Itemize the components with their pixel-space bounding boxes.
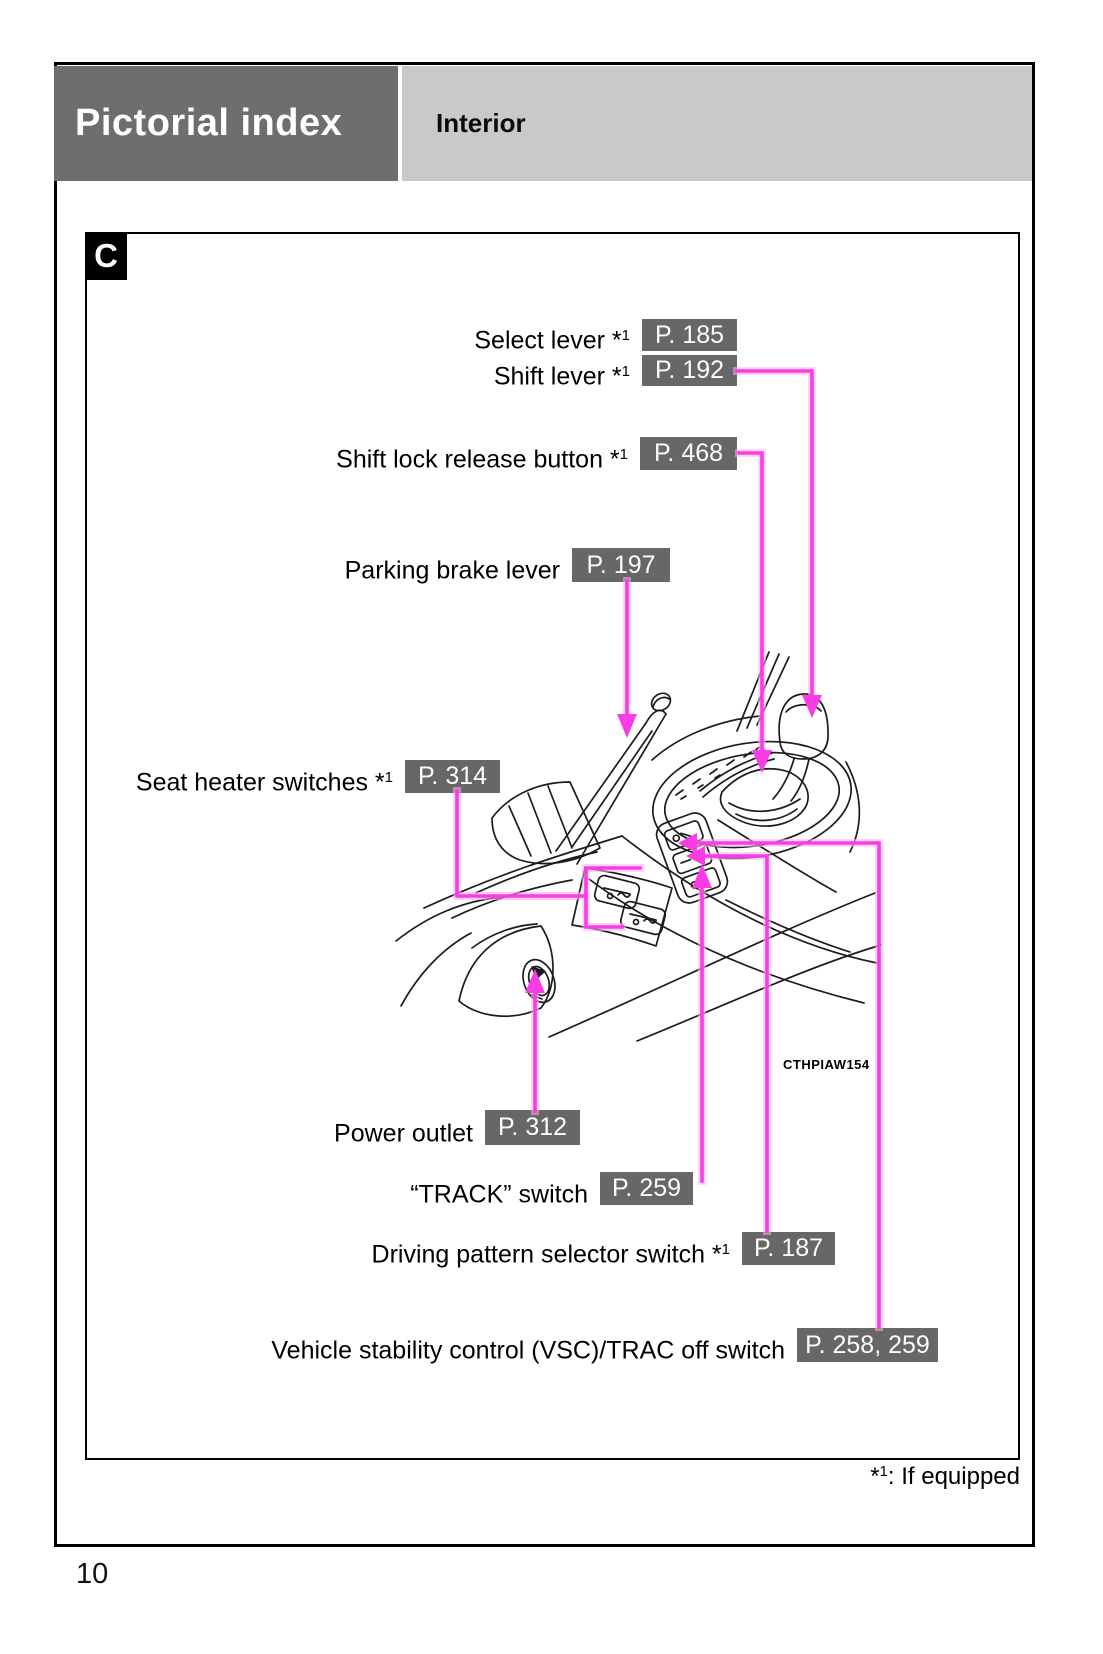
page-ref-badge: P. 258, 259 [797, 1328, 938, 1362]
footnote: *$^1$: If equipped [870, 1463, 1020, 1490]
page-subtitle: Interior [436, 108, 526, 138]
section-header [54, 66, 398, 181]
callout-label: Vehicle stability control (VSC)/TRAC off switch [271, 1336, 785, 1365]
callout-label: Select lever *$^1$ [474, 326, 630, 355]
panel-marker: C [85, 232, 127, 280]
callout-label: Shift lock release button *$^1$ [336, 445, 628, 474]
page-ref-badge: P. 197 [572, 548, 670, 582]
subsection-header [402, 66, 1032, 181]
figure-code: CTHPIAW154 [783, 1057, 870, 1072]
page-ref-badge: P. 185 [642, 319, 737, 351]
callout-label: Seat heater switches *$^1$ [135, 768, 393, 797]
page-title: Pictorial index [75, 102, 343, 144]
page-ref-badge: P. 314 [405, 760, 500, 793]
page-ref-badge: P. 259 [600, 1172, 693, 1205]
page-number: 10 [76, 1558, 109, 1590]
figure-box [85, 232, 1020, 1460]
callout-label: Parking brake lever [344, 556, 560, 585]
page-ref-badge: P. 468 [640, 437, 737, 470]
page-ref-badge: P. 312 [485, 1110, 580, 1145]
callout-label: Power outlet [334, 1119, 473, 1148]
page-ref-badge: P. 187 [742, 1232, 835, 1265]
callout-label: Driving pattern selector switch *$^1$ [371, 1240, 730, 1269]
page-ref-badge: P. 192 [642, 355, 737, 386]
callout-label: “TRACK” switch [410, 1180, 588, 1209]
callout-label: Shift lever *$^1$ [493, 362, 630, 391]
